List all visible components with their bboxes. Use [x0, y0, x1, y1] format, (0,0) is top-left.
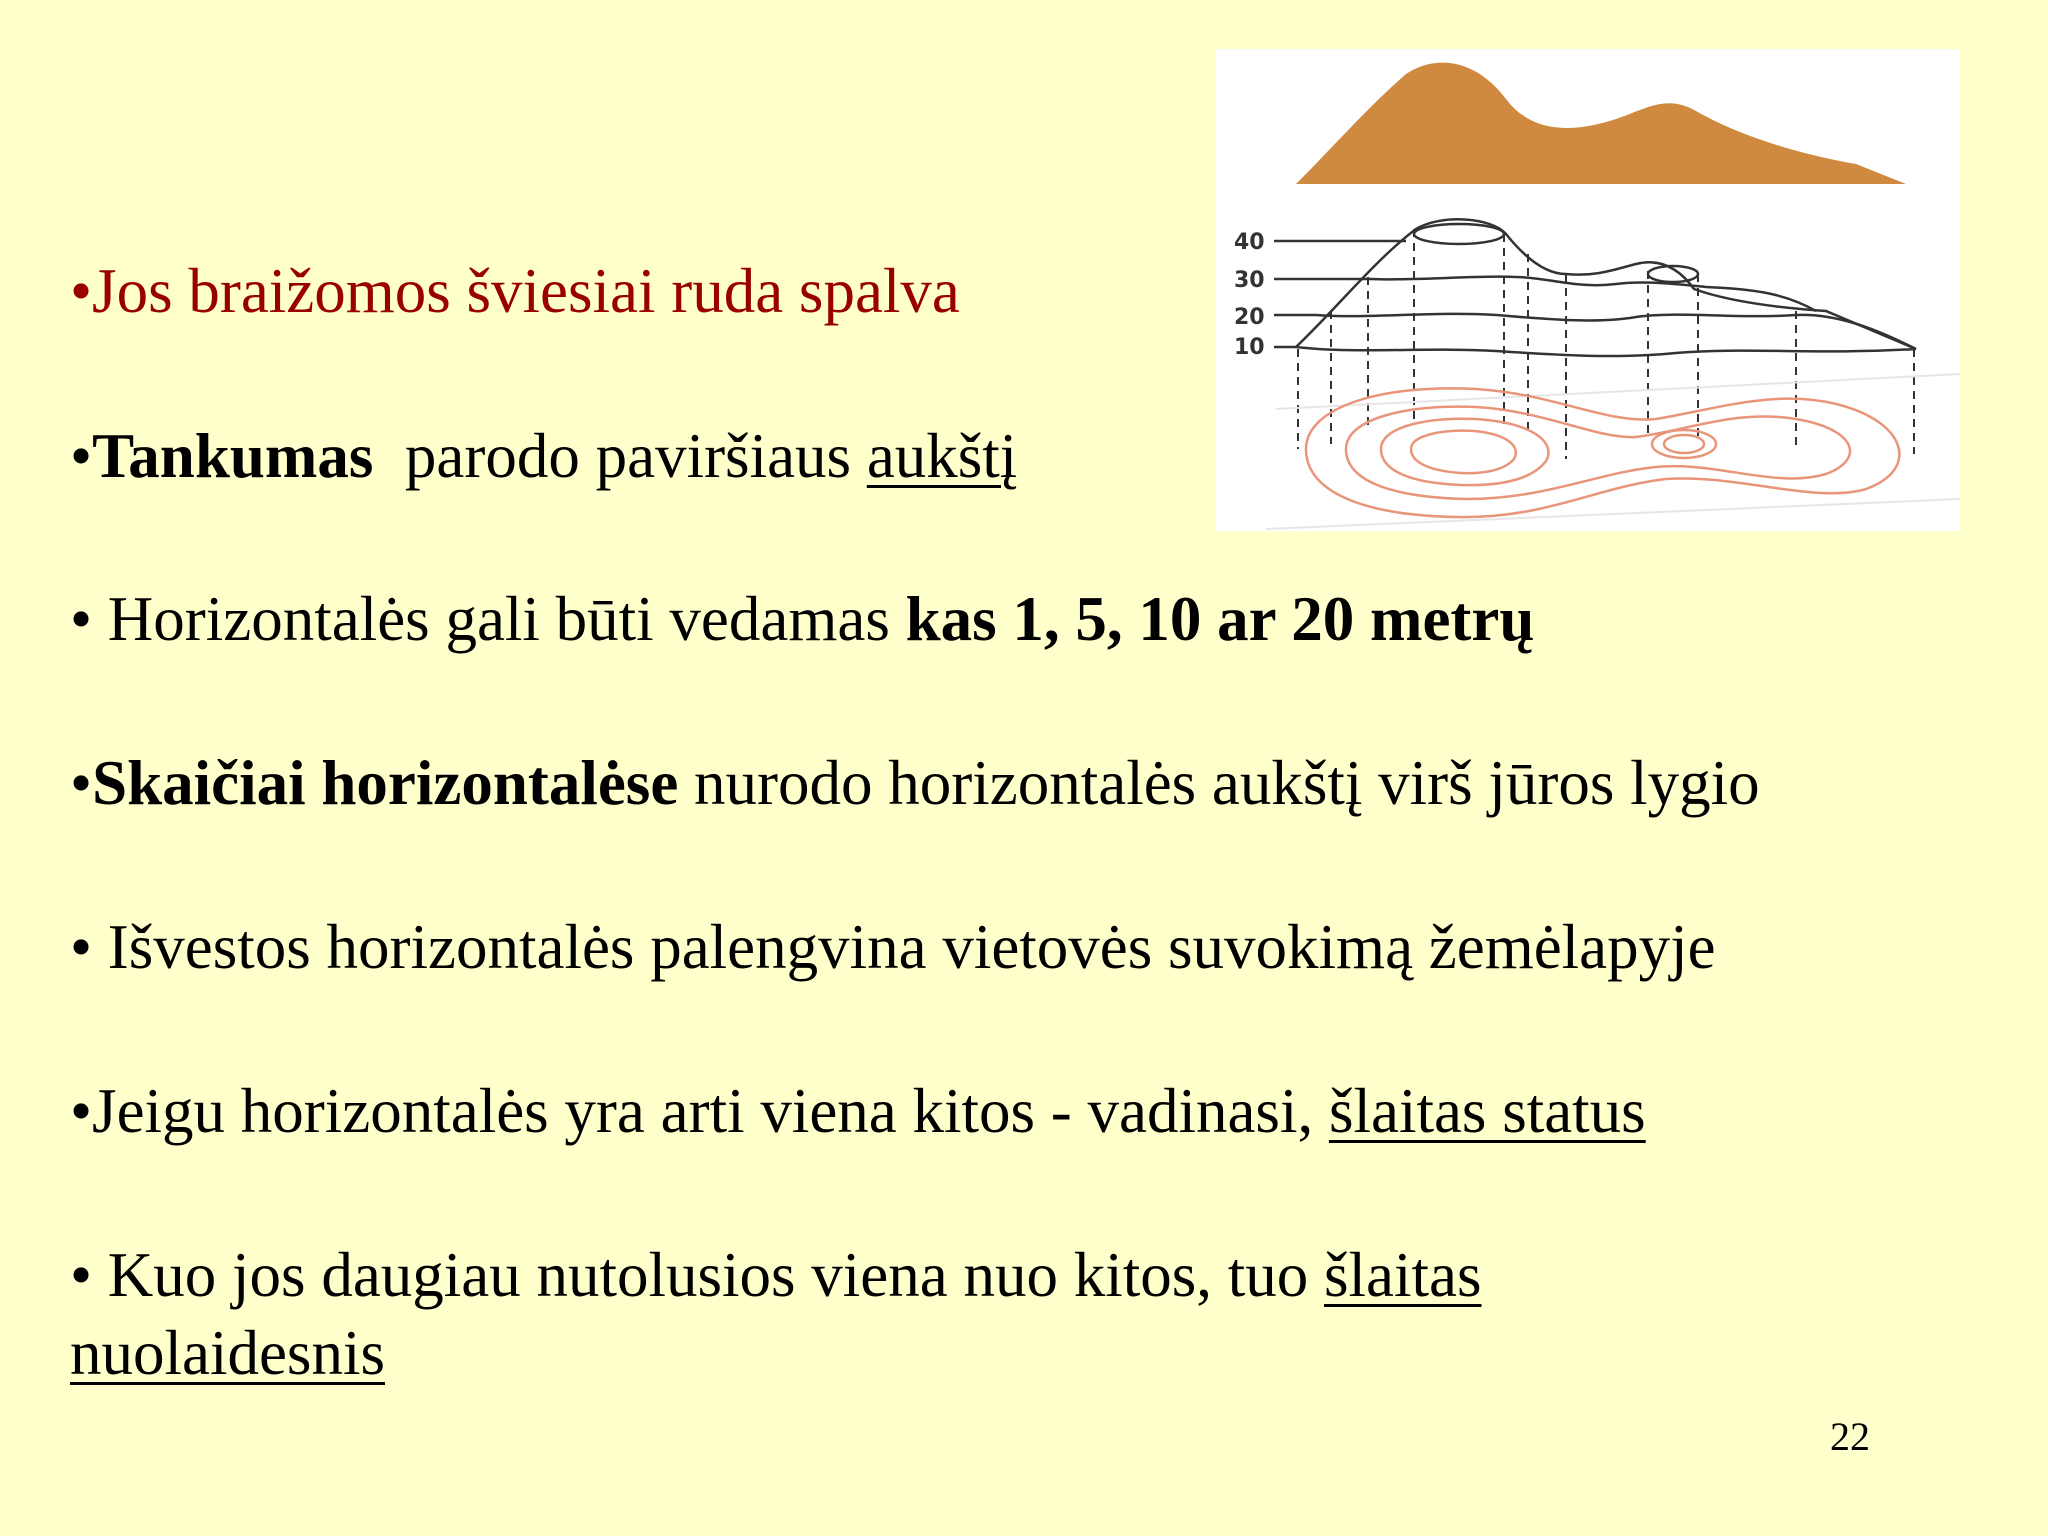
bullet-perception: • Išvestos horizontalės palengvina vietovės suvokimą žemėlapyje — [70, 912, 1716, 982]
elevation-label-20: 20 — [1234, 305, 1265, 330]
contour-diagram — [1216, 49, 1960, 531]
bold-contour-numbers: Skaičiai horizontalėse — [92, 748, 679, 818]
contour-lines-illustration — [1216, 49, 1960, 531]
elevation-label-30: 30 — [1234, 268, 1265, 293]
underlined-height: aukštį — [866, 421, 1018, 491]
bullet-brown-color: •Jos braižomos šviesiai ruda spalva — [70, 256, 960, 326]
bullet-contour-numbers: •Skaičiai horizontalėse nurodo horizontalės aukštį virš jūros lygio — [70, 748, 1760, 818]
contour-map — [1306, 388, 1899, 517]
terrain-silhouette — [1296, 63, 1906, 184]
profile-lines — [1274, 219, 1916, 356]
bullet-steep-slope: •Jeigu horizontalės yra arti viena kitos - vadinasi, šlaitas status — [70, 1076, 1646, 1146]
bullet-density: •Tankumas parodo paviršiaus aukštį — [70, 421, 1018, 491]
underlined-steep-slope: šlaitas status — [1328, 1076, 1646, 1146]
bold-interval-values: kas 1, 5, 10 ar 20 metrų — [905, 584, 1535, 654]
underlined-gentle-slope: šlaitas nuolaidesnis — [70, 1240, 1482, 1388]
elevation-label-10: 10 — [1234, 335, 1265, 360]
bold-term-tankumas: Tankumas — [92, 421, 374, 491]
bullet-gentle-slope: • Kuo jos daugiau nutolusios viena nuo kitos, tuo šlaitas nuolaidesnis — [70, 1240, 1482, 1388]
elevation-label-40: 40 — [1234, 230, 1265, 255]
page-number: 22 — [1830, 1414, 1870, 1459]
bullet-interval: • Horizontalės gali būti vedamas kas 1, 5, 10 ar 20 metrų — [70, 584, 1535, 654]
